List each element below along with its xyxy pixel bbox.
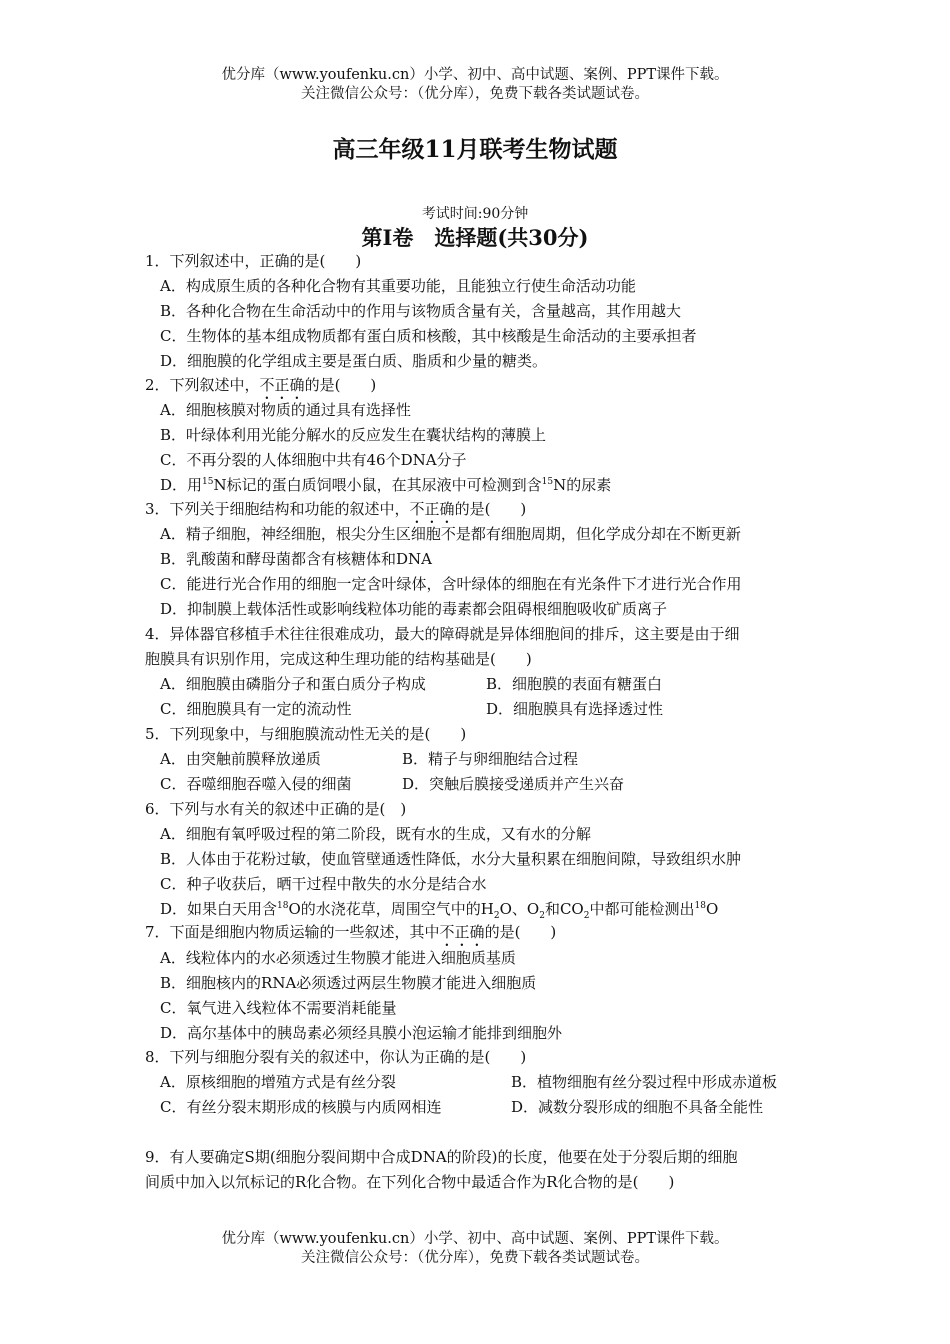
q4-option-c: C．细胞膜具有一定的流动性 — [160, 700, 352, 718]
q3-option-c: C．能进行光合作用的细胞一定含叶绿体，含叶绿体的细胞在有光条件下才进行光合作用 — [160, 575, 742, 593]
footer-line-2: 关注微信公众号：（优分库），免费下载各类试题试卷。 — [301, 1250, 649, 1266]
q8-option-b: B．植物细胞有丝分裂过程中形成赤道板 — [511, 1073, 778, 1091]
q9-stem-line-2: 间质中加入以氘标记的R化合物。在下列化合物中最适合作为R化合物的是( ) — [145, 1173, 675, 1191]
q8-option-d: D．减数分裂形成的细胞不具备全能性 — [511, 1098, 764, 1116]
q1-option-d: D．细胞膜的化学组成主要是蛋白质、脂质和少量的糖类。 — [160, 352, 548, 370]
header-line-2: 关注微信公众号：（优分库），免费下载各类试题试卷。 — [301, 86, 649, 102]
q6-option-b: B．人体由于花粉过敏，使血管壁通透性降低，水分大量积累在细胞间隙，导致组织水肿 — [160, 850, 742, 868]
q7-stem: 7．下面是细胞内物质运输的一些叙述，其中不正确的是( ) — [145, 923, 557, 941]
emphasis-text: 不正确 — [409, 500, 455, 518]
q5-option-b: B．精子与卵细胞结合过程 — [402, 750, 579, 768]
page-title: 高三年级11月联考生物试题 — [332, 136, 618, 163]
q2-option-b: B．叶绿体利用光能分解水的反应发生在囊状结构的薄膜上 — [160, 426, 547, 444]
q6-option-d: D．如果白天用含$^{18}$O的水浇花草，周围空气中的$H_2O$、$O_2$和$CO_2$中都可能检测出$^{18}$O — [160, 900, 719, 921]
q2-option-d: D．用$^{15}$N标记的蛋白质饲喂小鼠，在其尿液中可检测到含$^{15}$N的尿素 — [160, 476, 612, 494]
q3-option-a: A．精子细胞，神经细胞，根尖分生区细胞不是都有细胞周期，但化学成分却在不断更新 — [160, 525, 741, 543]
q7-option-c: C．氧气进入线粒体不需要消耗能量 — [160, 999, 397, 1017]
emphasis-text: 不正确 — [259, 376, 305, 394]
q2-option-c: C．不再分裂的人体细胞中共有46个DNA分子 — [160, 451, 467, 469]
footer-line-1: 优分库（www.youfenku.cn）小学、初中、高中试题、案例、PPT课件下载。 — [221, 1231, 729, 1247]
q7-option-b: B．细胞核内的RNA必须透过两层生物膜才能进入细胞质 — [160, 974, 537, 992]
q6-option-a: A．细胞有氧呼吸过程的第二阶段，既有水的生成，又有水的分解 — [160, 825, 591, 843]
q6-option-c: C．种子收获后，晒干过程中散失的水分是结合水 — [160, 875, 487, 893]
q3-stem: 3．下列关于细胞结构和功能的叙述中，不正确的是( ) — [145, 500, 527, 518]
q4-option-b: B．细胞膜的表面有糖蛋白 — [486, 675, 663, 693]
q5-option-d: D．突触后膜接受递质并产生兴奋 — [402, 775, 625, 793]
q2-option-a: A．细胞核膜对物质的通过具有选择性 — [160, 401, 411, 419]
q7-option-a: A．线粒体内的水必须透过生物膜才能进入细胞质基质 — [160, 949, 516, 967]
q5-option-c: C．吞噬细胞吞噬入侵的细菌 — [160, 775, 352, 793]
q4-option-d: D．细胞膜具有选择透过性 — [486, 700, 664, 718]
q4-option-a: A．细胞膜由磷脂分子和蛋白质分子构成 — [160, 675, 426, 693]
q4-stem-line-2: 胞膜具有识别作用，完成这种生理功能的结构基础是( ) — [145, 650, 532, 668]
q3-option-d: D．抑制膜上载体活性或影响线粒体功能的毒素都会阻碍根细胞吸收矿质离子 — [160, 600, 668, 618]
q5-stem: 5．下列现象中，与细胞膜流动性无关的是( ) — [145, 725, 467, 743]
q5-option-a: A．由突触前膜释放递质 — [160, 750, 321, 768]
q8-stem: 8．下列与细胞分裂有关的叙述中，你认为正确的是( ) — [145, 1048, 527, 1066]
q1-option-c: C．生物体的基本组成物质都有蛋白质和核酸，其中核酸是生命活动的主要承担者 — [160, 327, 697, 345]
q6-stem: 6．下列与水有关的叙述中正确的是( ) — [145, 800, 407, 818]
q2-stem: 2．下列叙述中，不正确的是( ) — [145, 376, 377, 394]
q4-stem-line-1: 4．异体器官移植手术往往很难成功，最大的障碍就是异体细胞间的排斥，这主要是由于细 — [145, 625, 740, 643]
emphasis-text: 不正确 — [439, 923, 485, 941]
section-title: 第Ⅰ卷 选择题(共30分) — [361, 225, 589, 250]
q7-option-d: D．高尔基体中的胰岛素必须经具膜小泡运输才能排到细胞外 — [160, 1024, 563, 1042]
q1-option-b: B．各种化合物在生命活动中的作用与该物质含量有关，含量越高，其作用越大 — [160, 302, 682, 320]
q9-stem-line-1: 9．有人要确定S期(细胞分裂间期中合成DNA的阶段)的长度，他要在处于分裂后期的细胞 — [145, 1148, 738, 1166]
q8-option-a: A．原核细胞的增殖方式是有丝分裂 — [160, 1073, 396, 1091]
header-line-1: 优分库（www.youfenku.cn）小学、初中、高中试题、案例、PPT课件下载。 — [221, 67, 729, 83]
q3-option-b: B．乳酸菌和酵母菌都含有核糖体和DNA — [160, 550, 433, 568]
q1-stem: 1．下列叙述中，正确的是( ) — [145, 252, 362, 270]
q8-option-c: C．有丝分裂末期形成的核膜与内质网相连 — [160, 1098, 442, 1116]
q1-option-a: A．构成原生质的各种化合物有其重要功能，且能独立行使生命活动功能 — [160, 277, 636, 295]
exam-time: 考试时间:90分钟 — [421, 206, 529, 222]
